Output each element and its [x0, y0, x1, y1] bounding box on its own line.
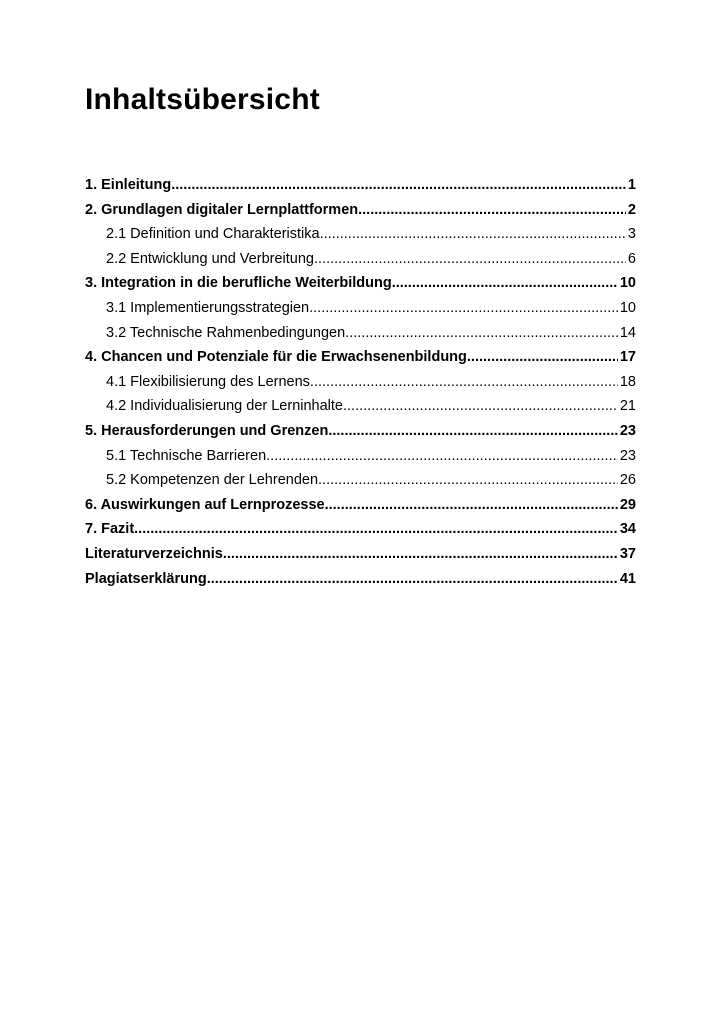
toc-dot-leader [467, 345, 618, 370]
toc-entry-page-number: 37 [619, 545, 636, 562]
toc-entry-label: 7. Fazit [85, 521, 135, 538]
toc-entry-page-number: 17 [619, 349, 636, 366]
toc-dot-leader [345, 321, 618, 346]
toc-entry[interactable] [85, 271, 636, 296]
toc-entry-label: 3.1 Implementierungsstrategien [106, 299, 310, 316]
toc-dot-leader [207, 567, 618, 592]
toc-entry-page-number: 2 [627, 201, 636, 218]
toc-dot-leader [223, 542, 618, 567]
toc-entry[interactable] [85, 321, 636, 346]
toc-entry-page-number: 1 [627, 177, 636, 193]
toc-entry-label: 2.2 Entwicklung und Verbreitung [106, 250, 314, 267]
toc-entry-page-number: 29 [619, 496, 636, 513]
toc-entry-label: 2. Grundlagen digitaler Lernplattformen [85, 201, 359, 218]
toc-entry[interactable] [85, 517, 636, 542]
toc-entry-page-number: 14 [619, 324, 636, 341]
toc-entry[interactable] [85, 493, 636, 518]
toc-dot-leader [171, 173, 626, 198]
toc-entry-label: 4.2 Individualisierung der Lerninhalte [106, 398, 343, 415]
toc-dot-leader [266, 444, 618, 469]
toc-entry-label: 5.2 Kompetenzen der Lehrenden [106, 472, 319, 489]
toc-entry[interactable] [85, 444, 636, 469]
toc-entry-page-number: 10 [619, 299, 636, 316]
toc-entry[interactable] [85, 296, 636, 321]
toc-entry[interactable] [85, 370, 636, 395]
toc-entry[interactable] [85, 222, 636, 247]
toc-entry-label: 3.2 Technische Rahmenbedingungen [106, 324, 346, 341]
toc-dot-leader [343, 394, 618, 419]
page-title: Inhaltsübersicht [85, 83, 320, 116]
toc-entry[interactable] [85, 198, 636, 223]
table-of-contents [85, 173, 636, 591]
toc-entry[interactable] [85, 419, 636, 444]
toc-dot-leader [325, 493, 618, 518]
toc-dot-leader [328, 419, 618, 444]
toc-dot-leader [134, 517, 618, 542]
toc-entry[interactable] [85, 173, 636, 198]
toc-entry-page-number: 10 [619, 275, 636, 292]
toc-entry-page-number: 21 [619, 398, 636, 415]
toc-dot-leader [314, 247, 626, 272]
toc-dot-leader [310, 370, 618, 395]
toc-entry-page-number: 18 [619, 373, 636, 390]
toc-entry-label: Literaturverzeichnis [85, 545, 223, 562]
toc-entry-page-number: 26 [619, 472, 636, 489]
toc-entry[interactable] [85, 567, 636, 592]
toc-entry-page-number: 34 [619, 521, 636, 538]
toc-entry-label: 4. Chancen und Potenziale für die Erwachsenenbildung [85, 349, 467, 366]
toc-dot-leader [318, 468, 618, 493]
toc-entry-page-number: 23 [619, 422, 636, 439]
toc-dot-leader [320, 222, 626, 247]
toc-entry-page-number: 23 [619, 447, 636, 464]
toc-dot-leader [358, 198, 626, 223]
toc-dot-leader [392, 271, 618, 296]
toc-entry-label: 3. Integration in die berufliche Weiterbildung [85, 275, 392, 292]
toc-entry[interactable] [85, 345, 636, 370]
toc-entry-label: 4.1 Flexibilisierung des Lernens [106, 373, 310, 390]
toc-entry-label: 1. Einleitung [85, 177, 172, 193]
toc-entry-page-number: 3 [627, 226, 636, 243]
toc-entry-label: 5.1 Technische Barrieren [106, 447, 267, 464]
toc-entry[interactable] [85, 394, 636, 419]
toc-dot-leader [309, 296, 618, 321]
toc-entry-page-number: 6 [627, 250, 636, 267]
toc-entry-label: Plagiatserklärung [85, 570, 207, 587]
toc-entry-label: 6. Auswirkungen auf Lernprozesse [85, 496, 325, 513]
toc-entry-page-number: 41 [619, 570, 636, 587]
toc-entry[interactable] [85, 247, 636, 272]
toc-entry[interactable] [85, 542, 636, 567]
toc-entry-label: 2.1 Definition und Charakteristika [106, 226, 320, 243]
toc-entry-label: 5. Herausforderungen und Grenzen [85, 422, 329, 439]
toc-entry[interactable] [85, 468, 636, 493]
